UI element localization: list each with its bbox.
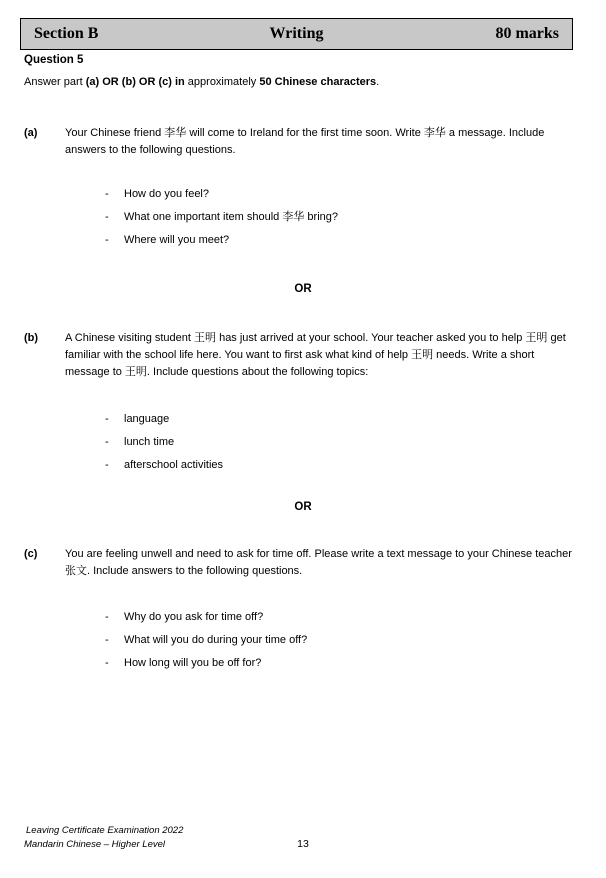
- list-item: [105, 436, 223, 449]
- instruction-seg-1: Answer part: [24, 76, 86, 88]
- part-a-label: (a): [24, 127, 38, 139]
- part-b-label: (b): [24, 332, 39, 344]
- bullet-dash-marker: -: [105, 211, 109, 223]
- instruction-seg-4: 50 Chinese characters: [259, 76, 377, 88]
- part-c-bullet-2: What will you do during your time off?: [124, 634, 308, 646]
- part-a-text: Your Chinese friend 李华 will come to Ireland for the first time soon. Write 李华 a message. Include answers to the following questions.: [65, 127, 545, 156]
- list-item: [105, 413, 223, 426]
- list-item: [105, 634, 307, 647]
- section-title: Writing: [269, 25, 324, 42]
- instruction-seg-2: (a) OR (b) OR (c) in: [85, 76, 188, 88]
- or-divider-2: OR: [294, 501, 312, 513]
- footer-subject-level: Mandarin Chinese – Higher Level: [24, 839, 165, 850]
- bullet-dash-marker: -: [105, 234, 109, 246]
- bullet-dash-marker: -: [105, 436, 109, 448]
- part-c-bullet-list: [105, 611, 307, 680]
- instruction-line: [24, 76, 379, 88]
- part-c-bullet-3: How long will you be off for?: [124, 657, 262, 669]
- list-item: [105, 657, 307, 670]
- part-a-bullet-2: What one important item should 李华 bring?: [124, 211, 338, 223]
- page-number: 13: [297, 838, 309, 850]
- list-item: [105, 611, 307, 624]
- part-b-bullet-list: [105, 413, 223, 482]
- bullet-dash-marker: -: [105, 459, 109, 471]
- part-a-bullet-list: [105, 188, 338, 257]
- bullet-dash-marker: -: [105, 657, 109, 669]
- part-b-text: A Chinese visiting student 王明 has just arrived at your school. Your teacher asked you to help 王明 get familiar with the school life here. You want to first ask what kind of help 王明 needs. Write a short message to 王明. Include questions about the following topics:: [65, 332, 566, 378]
- part-a-bullet-3: Where will you meet?: [124, 234, 230, 246]
- part-b: [24, 330, 582, 381]
- list-item: [105, 188, 338, 201]
- footer-exam-title: Leaving Certificate Examination 2022: [26, 825, 184, 836]
- bullet-dash-marker: -: [105, 611, 109, 623]
- part-c: [24, 546, 582, 580]
- section-marks: 80 marks: [495, 25, 559, 42]
- section-label: Section B: [34, 25, 99, 42]
- section-header-bar: [20, 18, 573, 50]
- list-item: [105, 459, 223, 472]
- bullet-dash-marker: -: [105, 188, 109, 200]
- bullet-dash-marker: -: [105, 413, 109, 425]
- part-b-bullet-1: language: [124, 413, 170, 425]
- part-a: [24, 125, 582, 159]
- question-number: Question 5: [24, 54, 84, 66]
- instruction-seg-3: approximately: [187, 76, 260, 88]
- or-divider-1: OR: [294, 283, 312, 295]
- part-c-bullet-1: Why do you ask for time off?: [124, 611, 264, 623]
- part-c-label: (c): [24, 548, 38, 560]
- part-c-text: You are feeling unwell and need to ask for time off. Please write a text message to your Chinese teacher 张文. Include answers to the following questions.: [65, 548, 572, 577]
- bullet-dash-marker: -: [105, 634, 109, 646]
- part-b-bullet-3: afterschool activities: [124, 459, 224, 471]
- part-a-bullet-1: How do you feel?: [124, 188, 209, 200]
- part-b-bullet-2: lunch time: [124, 436, 175, 448]
- list-item: [105, 234, 338, 247]
- instruction-seg-5: .: [376, 76, 380, 88]
- list-item: [105, 211, 338, 224]
